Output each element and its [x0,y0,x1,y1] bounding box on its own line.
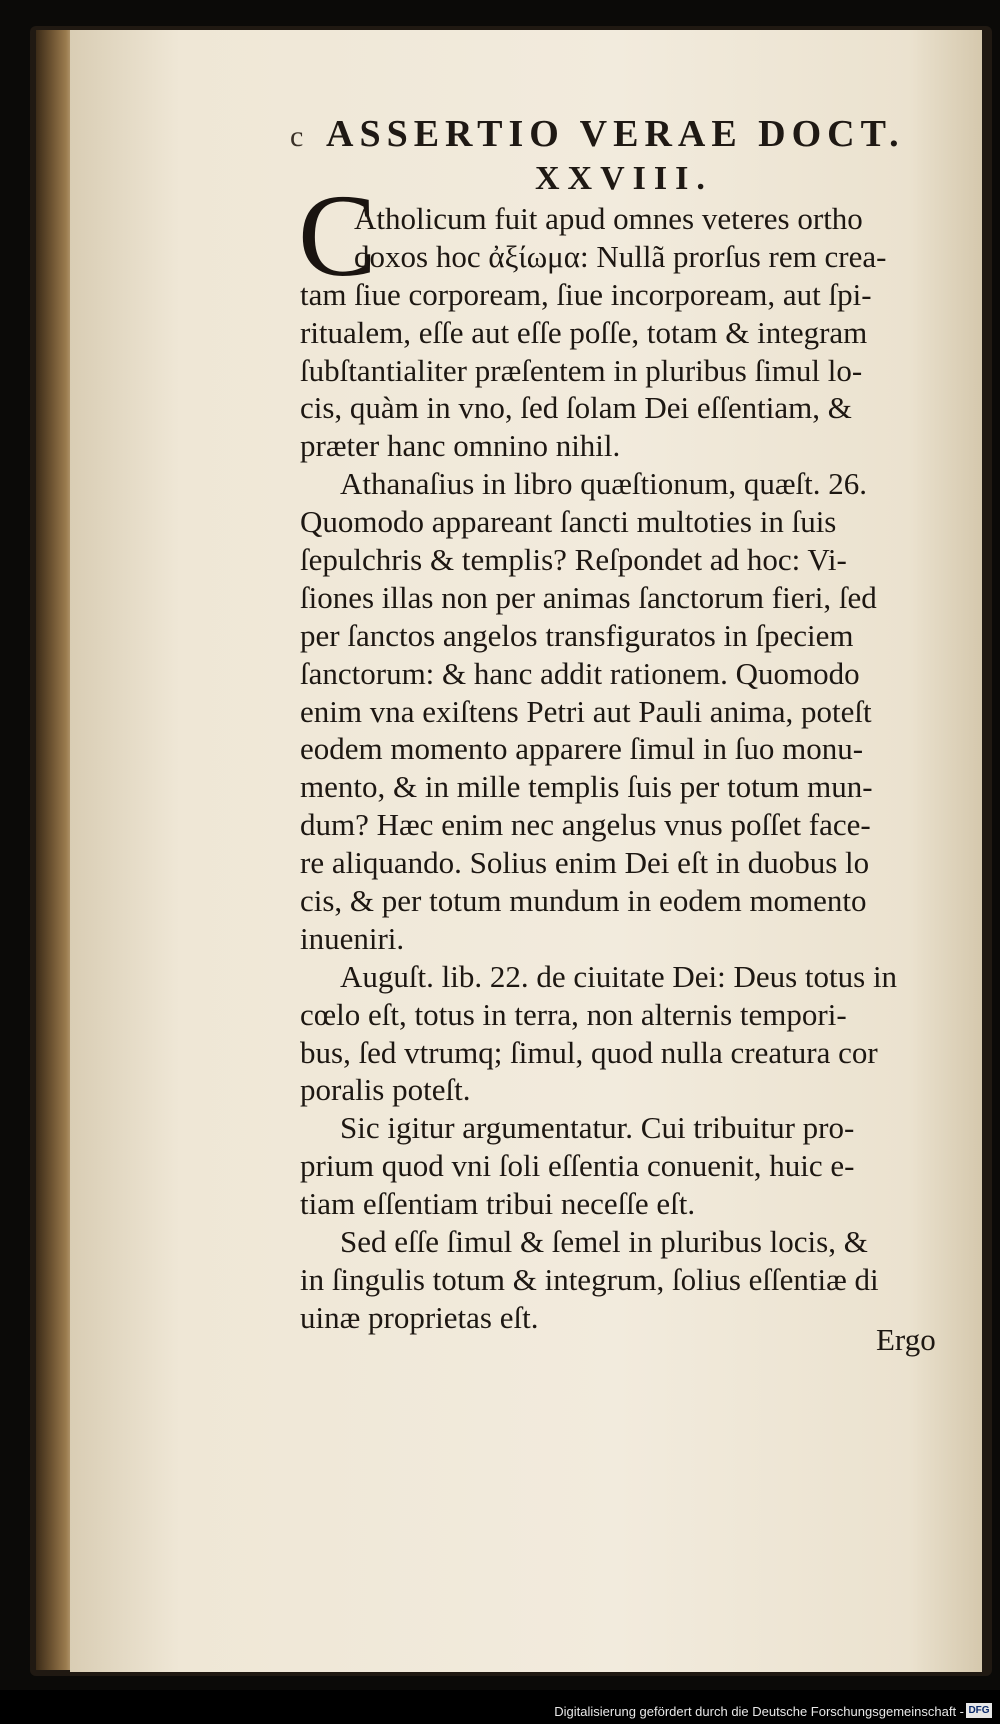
text-line: re aliquando. Solius enim Dei eſt in duobus lo [300,845,870,881]
catchword: Ergo [876,1322,936,1357]
text-line: uinæ proprietas eſt. [300,1299,539,1335]
text-line: Auguſt. lib. 22. de ciuitate Dei: Deus totus in [340,958,898,994]
text-line: Atholicum fuit apud omnes veteres ortho [354,201,863,236]
text-line: poralis poteſt. [300,1072,471,1108]
funding-credit: Digitalisierung gefördert durch die Deutsche Forschungsgemeinschaft - [554,1704,964,1719]
dfg-logo: DFG [966,1703,992,1718]
text-line: Sed eſſe ſimul & ſemel in pluribus locis, & [340,1224,868,1260]
text-line: eodem momento apparere ſimul in ſuo monu- [300,731,864,767]
text-line: Sic igitur argumentatur. Cui tribuitur pro- [340,1110,855,1146]
drop-cap: C [298,170,377,301]
page-number: c [290,120,304,153]
text-line: cis, quàm in vno, ſed ſolam Dei eſſentiam, & [300,390,852,426]
text-line: mento, & in mille templis ſuis per totum mun- [300,769,873,805]
running-title: ASSERTIO VERAE DOCT. [326,113,905,155]
text-line: præter hanc omnino nihil. [300,428,621,464]
text-line: enim vna exiſtens Petri aut Pauli anima, poteſt [300,693,872,729]
text-line: prium quod vni ſoli eſſentia conuenit, huic e- [300,1148,855,1184]
text-line: ſiones illas non per animas ſanctorum fieri, ſed [300,579,877,615]
text-line: bus, ſed vtrumq; ſimul, quod nulla creatura cor [300,1034,878,1070]
text-line: cœlo eſt, totus in terra, non alternis tempori- [300,996,847,1032]
text-line: inueniri. [300,920,405,956]
chapter-number: XXVIII. [535,160,713,197]
text-line: ſubſtantialiter præſentem in pluribus ſimul lo- [300,352,863,388]
page-header [290,112,930,162]
body-text [300,200,960,1337]
text-line: ritualem, eſſe aut eſſe poſſe, totam & integram [300,314,868,350]
text-line: tiam eſſentiam tribui neceſſe eſt. [300,1186,696,1222]
text-line: cis, & per totum mundum in eodem momento [300,883,867,919]
text-line: tam ſiue corpoream, ſiue incorpoream, aut ſpi- [300,276,872,312]
text-line: in ſingulis totum & integrum, ſolius eſſentiæ di [300,1261,879,1297]
text-line: ſanctorum: & hanc addit rationem. Quomodo [300,655,860,691]
text-line: per ſanctos angelos transfiguratos in ſpeciem [300,617,854,653]
text-line: dum? Hæc enim nec angelus vnus poſſet face- [300,807,871,843]
text-line: doxos hoc ἀξίωμα: Nullã prorſus rem crea- [354,238,887,274]
text-line: Athanaſius in libro quæſtionum, quæſt. 26. [340,466,867,502]
text-line: ſepulchris & templis? Reſpondet ad hoc: Vi- [300,542,847,578]
text-line: Quomodo appareant ſancti multoties in ſuis [300,504,837,540]
